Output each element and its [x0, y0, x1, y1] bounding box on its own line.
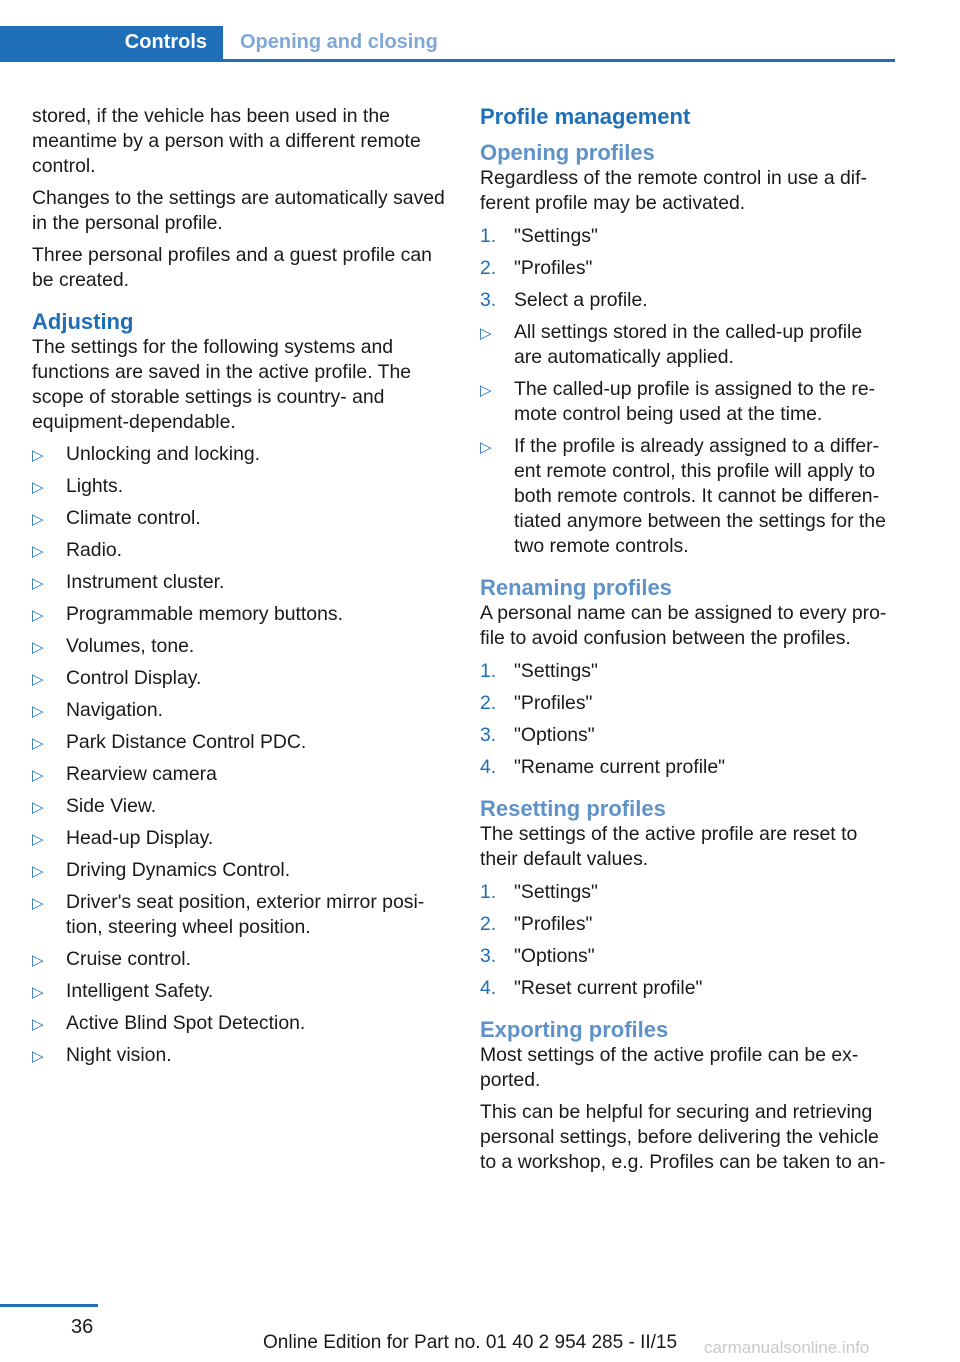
intro-paragraph: Three personal profiles and a guest profile can be created.	[32, 244, 432, 291]
step-number: 1.	[480, 881, 497, 903]
list-item: 3. "Options"	[480, 724, 595, 746]
list-item: ▷ Volumes, tone.	[32, 634, 446, 659]
list-item: ▷ Driving Dynamics Control.	[32, 858, 446, 883]
step-number: 4.	[480, 977, 497, 999]
exporting-profiles-text: Most settings of the active profile can be ex-ported.	[480, 1044, 859, 1091]
page-header	[0, 26, 895, 62]
triangle-bullet-icon: ▷	[32, 952, 44, 969]
section-tab-opening-closing: Opening and closing	[240, 31, 438, 53]
list-item: ▷ Active Blind Spot Detection.	[32, 1011, 446, 1036]
opening-steps	[480, 224, 894, 313]
exporting-profiles-text: This can be helpful for securing and retrieving personal settings, before delivering the vehicle to a workshop, e.g. Profiles can be taken to an-	[480, 1101, 886, 1173]
resetting-profiles-heading: Resetting profiles	[480, 796, 666, 821]
renaming-steps	[480, 659, 894, 780]
list-item: ▷ Cruise control.	[32, 947, 446, 972]
triangle-bullet-icon: ▷	[32, 831, 44, 848]
list-item: 3. "Options"	[480, 945, 595, 967]
list-item: 2. "Profiles"	[480, 913, 593, 935]
triangle-bullet-icon: ▷	[32, 671, 44, 688]
list-item: ▷ Park Distance Control PDC.	[32, 730, 446, 755]
intro-paragraph: Changes to the settings are automatically saved in the personal profile.	[32, 187, 445, 234]
profile-management-heading: Profile management	[480, 104, 691, 129]
list-item: 2. "Profiles"	[480, 257, 593, 279]
list-item: 4. "Reset current profile"	[480, 977, 703, 999]
step-number: 4.	[480, 756, 497, 778]
list-item: ▷ The called-up profile is assigned to the re-mote control being used at the time.	[480, 378, 876, 425]
list-item: 2. "Profiles"	[480, 692, 593, 714]
step-number: 3.	[480, 289, 497, 311]
list-item: ▷ Driver's seat position, exterior mirror posi-tion, steering wheel position.	[32, 891, 425, 938]
list-item: ▷ Unlocking and locking.	[32, 442, 446, 467]
renaming-profiles-text: A personal name can be assigned to every pro-file to avoid confusion between the profiles.	[480, 602, 887, 649]
triangle-bullet-icon: ▷	[32, 607, 44, 624]
intro-paragraph: stored, if the vehicle has been used in the meantime by a person with a different remote control.	[32, 105, 421, 177]
triangle-bullet-icon: ▷	[480, 382, 492, 399]
triangle-bullet-icon: ▷	[32, 575, 44, 592]
opening-notes	[480, 320, 894, 559]
triangle-bullet-icon: ▷	[32, 447, 44, 464]
step-number: 2.	[480, 913, 497, 935]
list-item: 1. "Settings"	[480, 881, 598, 903]
list-item: ▷ Rearview camera	[32, 762, 446, 787]
triangle-bullet-icon: ▷	[480, 325, 492, 342]
step-number: 2.	[480, 692, 497, 714]
list-item: ▷ Night vision.	[32, 1043, 446, 1068]
triangle-bullet-icon: ▷	[32, 543, 44, 560]
triangle-bullet-icon: ▷	[32, 767, 44, 784]
step-number: 1.	[480, 225, 497, 247]
opening-profiles-heading: Opening profiles	[480, 140, 655, 165]
list-item: 1. "Settings"	[480, 225, 598, 247]
adjusting-text: The settings for the following systems and functions are saved in the active profile. The scope of storable settings is country- and equipment-dependable.	[32, 336, 412, 433]
list-item: ▷ Side View.	[32, 794, 446, 819]
list-item: 4. "Rename current profile"	[480, 756, 725, 778]
triangle-bullet-icon: ▷	[32, 1048, 44, 1065]
list-item: ▷ Programmable memory buttons.	[32, 602, 446, 627]
list-item: ▷ Instrument cluster.	[32, 570, 446, 595]
list-item: ▷ All settings stored in the called-up profile are automatically applied.	[480, 321, 863, 368]
watermark: carmanualsonline.info	[704, 1338, 870, 1357]
edition-footer: Online Edition for Part no. 01 40 2 954 285 - II/15	[263, 1332, 678, 1353]
triangle-bullet-icon: ▷	[480, 439, 492, 456]
header-rule	[0, 59, 895, 62]
triangle-bullet-icon: ▷	[32, 703, 44, 720]
triangle-bullet-icon: ▷	[32, 511, 44, 528]
triangle-bullet-icon: ▷	[32, 799, 44, 816]
list-item: ▷ Navigation.	[32, 698, 446, 723]
page-number-rule	[0, 1304, 98, 1307]
triangle-bullet-icon: ▷	[32, 479, 44, 496]
step-number: 1.	[480, 660, 497, 682]
resetting-profiles-text: The settings of the active profile are reset to their default values.	[480, 823, 858, 870]
step-number: 2.	[480, 257, 497, 279]
exporting-profiles-heading: Exporting profiles	[480, 1017, 669, 1042]
triangle-bullet-icon: ▷	[32, 735, 44, 752]
list-item: 3. Select a profile.	[480, 289, 648, 311]
list-item: 1. "Settings"	[480, 660, 598, 682]
resetting-steps	[480, 880, 894, 1001]
triangle-bullet-icon: ▷	[32, 895, 44, 912]
list-item: ▷ If the profile is already assigned to a differ-ent remote control, this profile will apply to both remote controls. It cannot be differen-tiated anymore between the settings for the two remote controls.	[480, 435, 886, 557]
page-number: 36	[71, 1316, 94, 1338]
step-number: 3.	[480, 945, 497, 967]
list-item: ▷ Control Display.	[32, 666, 446, 691]
triangle-bullet-icon: ▷	[32, 863, 44, 880]
list-item: ▷ Intelligent Safety.	[32, 979, 446, 1004]
triangle-bullet-icon: ▷	[32, 639, 44, 656]
triangle-bullet-icon: ▷	[32, 984, 44, 1001]
list-item: ▷ Head-up Display.	[32, 826, 446, 851]
adjusting-list	[32, 442, 446, 1068]
opening-profiles-text: Regardless of the remote control in use a dif-ferent profile may be activated.	[480, 167, 867, 214]
step-number: 3.	[480, 724, 497, 746]
list-item: ▷ Lights.	[32, 474, 446, 499]
renaming-profiles-heading: Renaming profiles	[480, 575, 672, 600]
list-item: ▷ Climate control.	[32, 506, 446, 531]
list-item: ▷ Radio.	[32, 538, 446, 563]
left-column	[32, 104, 446, 1075]
triangle-bullet-icon: ▷	[32, 1016, 44, 1033]
section-tab-controls: Controls	[0, 26, 223, 59]
adjusting-heading: Adjusting	[32, 309, 134, 334]
right-column	[480, 104, 894, 1182]
